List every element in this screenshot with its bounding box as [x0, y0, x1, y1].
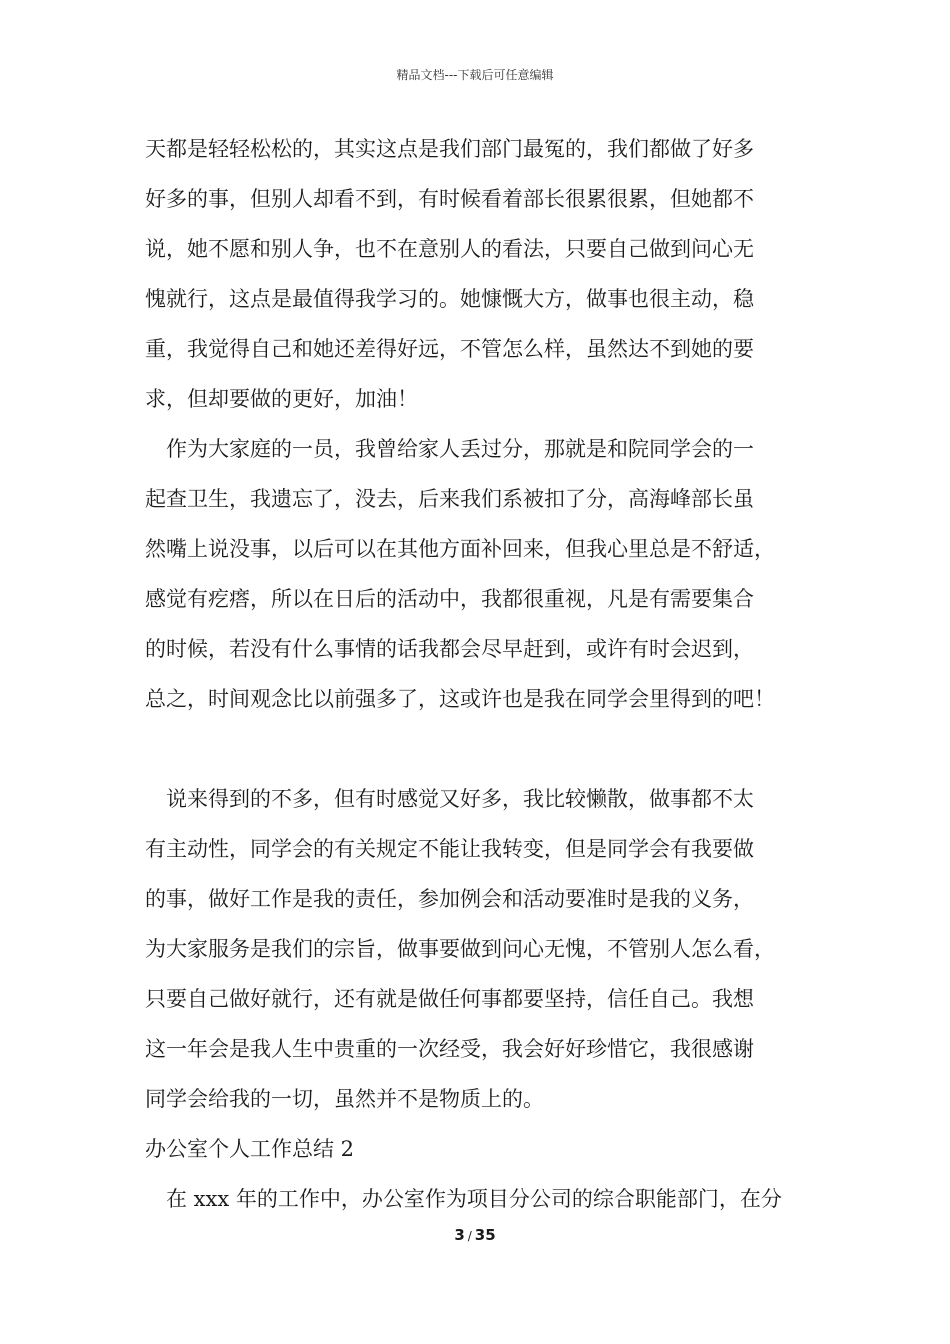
text-line: 感觉有疙瘩，所以在日后的活动中，我都很重视，凡是有需要集合	[145, 587, 754, 611]
text-line: 好多的事，但别人却看不到，有时候看着部长很累很累，但她都不	[145, 187, 754, 211]
text-line: 说，她不愿和别人争，也不在意别人的看法，只要自己做到问心无	[145, 237, 754, 261]
page-separator: /	[467, 1229, 472, 1243]
text-line: 为大家服务是我们的宗旨，做事要做到问心无愧，不管别人怎么看，	[145, 937, 775, 961]
text-line: 的事，做好工作是我的责任，参加例会和活动要准时是我的义务，	[145, 887, 754, 911]
paragraph-4	[145, 1174, 815, 1224]
text-line: 作为大家庭的一员，我曾给家人丢过分，那就是和院同学会的一	[166, 437, 754, 461]
text-line: 这一年会是我人生中贵重的一次经受，我会好好珍惜它，我很感谢	[145, 1037, 754, 1061]
text-line: 求，但却要做的更好，加油！	[145, 387, 418, 411]
text-line: 重，我觉得自己和她还差得好远，不管怎么样，虽然达不到她的要	[145, 337, 754, 361]
text-line: 愧就行，这点是最值得我学习的。她慷慨大方，做事也很主动，稳	[145, 287, 754, 311]
text-line: 然嘴上说没事，以后可以在其他方面补回来，但我心里总是不舒适，	[145, 537, 775, 561]
section-title: 办公室个人工作总结 2	[145, 1137, 355, 1161]
text-line: 起查卫生，我遗忘了，没去，后来我们系被扣了分，高海峰部长虽	[145, 487, 754, 511]
document-body	[145, 124, 815, 1224]
section-heading	[145, 1124, 815, 1174]
text-line: 有主动性，同学会的有关规定不能让我转变，但是同学会有我要做	[145, 837, 754, 861]
total-pages: 35	[474, 1226, 496, 1244]
text-line: 只要自己做好就行，还有就是做任何事都要坚持，信任自己。我想	[145, 987, 754, 1011]
current-page: 3	[454, 1226, 465, 1244]
page-number	[0, 1226, 950, 1244]
text-line: 的时候，若没有什么事情的话我都会尽早赶到，或许有时会迟到，	[145, 637, 754, 661]
paragraph-3	[145, 774, 815, 1124]
text-line: 总之，时间观念比以前强多了，这或许也是我在同学会里得到的吧！	[145, 687, 775, 711]
text-line: 天都是轻轻松松的，其实这点是我们部门最冤的，我们都做了好多	[145, 137, 754, 161]
paragraph-1	[145, 124, 815, 424]
document-header: 精品文档---下载后可任意编辑	[396, 68, 554, 82]
text-line: 说来得到的不多，但有时感觉又好多，我比较懒散，做事都不太	[166, 787, 754, 811]
paragraph-gap	[145, 724, 815, 774]
text-line: 在 xxx 年的工作中，办公室作为项目分公司的综合职能部门，在分	[166, 1187, 782, 1211]
text-line: 同学会给我的一切，虽然并不是物质上的。	[145, 1087, 544, 1111]
paragraph-2	[145, 424, 815, 724]
